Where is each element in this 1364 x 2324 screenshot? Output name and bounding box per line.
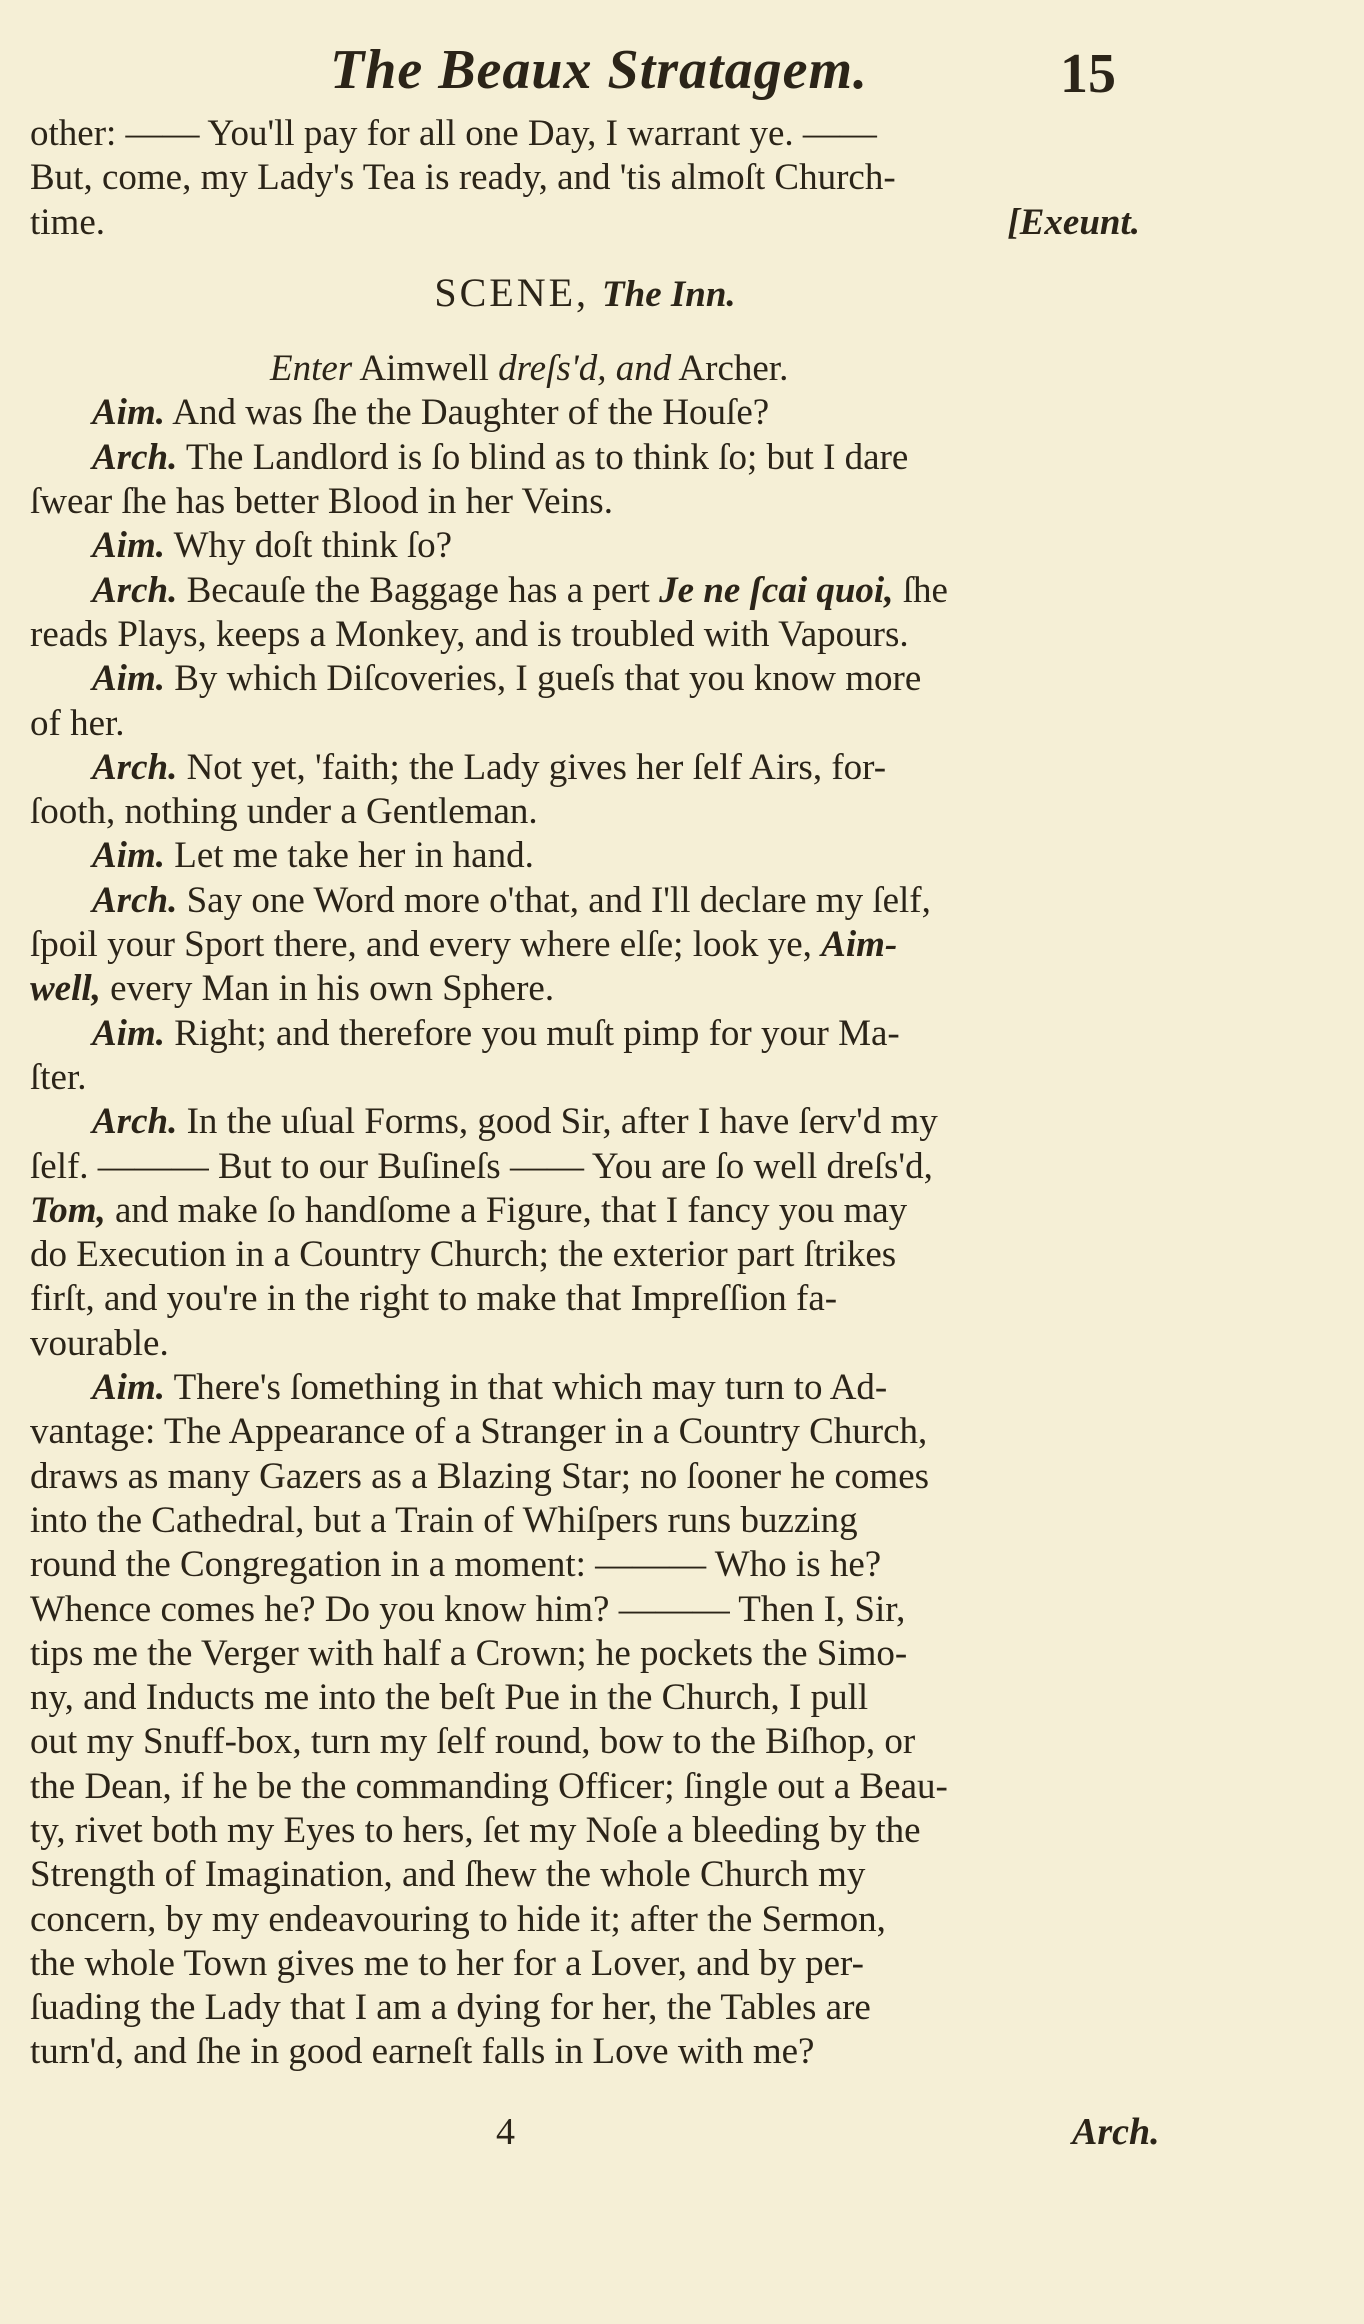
text-line: round the Congregation in a moment: ——— Who is he? bbox=[30, 1544, 882, 1586]
line-text: And was ſhe the Daughter of the Houſe? bbox=[172, 392, 770, 434]
text-line: Whence comes he? Do you know him? ——— Then I, Sir, bbox=[30, 1588, 906, 1630]
sd-aimwell: Aimwell bbox=[359, 348, 489, 390]
speech-line bbox=[30, 746, 1140, 790]
text-line: reads Plays, keeps a Monkey, and is troubled with Vapours. bbox=[30, 613, 909, 655]
text-line: draws as many Gazers as a Blazing Star; no ſooner he comes bbox=[30, 1455, 930, 1497]
line-text: time. bbox=[30, 201, 106, 243]
speaker: Aim. bbox=[92, 658, 165, 700]
text-line: ſuading the Lady that I am a dying for her, the Tables are bbox=[30, 1987, 871, 2029]
scene-label: SCENE, bbox=[434, 269, 590, 315]
speech-line bbox=[30, 569, 1140, 613]
speech-line bbox=[30, 834, 1140, 878]
speech-line bbox=[30, 391, 1140, 435]
text-line: firſt, and you're in the right to make that Impreſſion fa- bbox=[30, 1278, 838, 1320]
text-line bbox=[30, 967, 1140, 1011]
speech-line bbox=[30, 524, 1140, 568]
italic-name: well, bbox=[30, 968, 101, 1010]
text-line: ſter. bbox=[30, 1056, 87, 1098]
line-text: Not yet, 'faith; the Lady gives her ſelf Airs, for- bbox=[186, 746, 887, 788]
line-text: Right; and therefore you muſt pimp for your Ma- bbox=[174, 1012, 900, 1054]
body-text bbox=[30, 112, 1140, 2075]
stage-direction-exeunt: [Exeunt. bbox=[1007, 201, 1140, 243]
text-line: vourable. bbox=[30, 1322, 169, 1364]
italic-name: Tom, bbox=[30, 1189, 106, 1231]
text-line: But, come, my Lady's Tea is ready, and 'tis almoſt Church- bbox=[30, 157, 896, 199]
text-line: vantage: The Appearance of a Stranger in a Country Church, bbox=[30, 1411, 928, 1453]
text-line: tips me the Verger with half a Crown; he pockets the Simo- bbox=[30, 1632, 908, 1674]
text-line: the Dean, if he be the commanding Officer; ſingle out a Beau- bbox=[30, 1765, 948, 1807]
speech-line bbox=[30, 1366, 1140, 1410]
text-line: do Execution in a Country Church; the exterior part ſtrikes bbox=[30, 1234, 897, 1276]
italic-phrase: Je ne ſcai quoi, bbox=[659, 569, 894, 611]
signature-mark: 4 bbox=[496, 2111, 515, 2153]
sd-dressed: dreſs'd, and bbox=[498, 348, 672, 390]
text-line bbox=[30, 923, 1140, 967]
text-line: turn'd, and ſhe in good earneſt falls in Love with me? bbox=[30, 2031, 815, 2073]
speech-line bbox=[30, 657, 1140, 701]
line-text: ſhe bbox=[902, 569, 948, 611]
text-line: other: —— You'll pay for all one Day, I warrant ye. —— bbox=[30, 113, 877, 154]
speaker: Aim. bbox=[92, 525, 165, 567]
text-line: out my Snuff-box, turn my ſelf round, bow to the Biſhop, or bbox=[30, 1721, 916, 1763]
text-line bbox=[30, 201, 1140, 245]
speaker: Arch. bbox=[92, 1101, 178, 1143]
page-header bbox=[0, 28, 1364, 108]
line-text: In the uſual Forms, good Sir, after I have ſerv'd my bbox=[186, 1101, 938, 1143]
text-line: ſelf. ——— But to our Buſineſs —— You are ſo well dreſs'd, bbox=[30, 1145, 933, 1187]
text-line: Strength of Imagination, and ſhew the whole Church my bbox=[30, 1854, 866, 1896]
text-line: ty, rivet both my Eyes to hers, ſet my Noſe a bleeding by the bbox=[30, 1809, 921, 1851]
speech-line bbox=[30, 436, 1140, 480]
line-text: Becauſe the Baggage has a pert bbox=[186, 569, 650, 611]
text-line: ſooth, nothing under a Gentleman. bbox=[30, 791, 538, 833]
sd-archer: Archer. bbox=[678, 348, 789, 390]
line-text: The Landlord is ſo blind as to think ſo; but I dare bbox=[185, 436, 909, 478]
line-text: every Man in his own Sphere. bbox=[110, 968, 555, 1010]
speaker: Arch. bbox=[92, 569, 178, 611]
page-footer bbox=[0, 2110, 1364, 2170]
line-text: By which Diſcoveries, I gueſs that you know more bbox=[174, 658, 922, 700]
line-text: Say one Word more o'that, and I'll declare my ſelf, bbox=[186, 879, 931, 921]
line-text: and make ſo handſome a Figure, that I fancy you may bbox=[114, 1189, 908, 1231]
speaker: Arch. bbox=[92, 746, 178, 788]
speech-line bbox=[30, 1012, 1140, 1056]
speaker: Aim. bbox=[92, 392, 165, 434]
text-line: of her. bbox=[30, 702, 125, 744]
stage-direction-enter bbox=[30, 347, 1140, 391]
text-line bbox=[30, 1189, 1140, 1233]
speaker: Aim. bbox=[92, 1012, 165, 1054]
text-line: into the Cathedral, but a Train of Whiſpers runs buzzing bbox=[30, 1499, 858, 1541]
line-text: Let me take her in hand. bbox=[174, 835, 534, 877]
speech-line bbox=[30, 1100, 1140, 1144]
speaker: Arch. bbox=[92, 436, 178, 478]
speaker: Aim. bbox=[92, 835, 165, 877]
line-text: Why doſt think ſo? bbox=[173, 525, 453, 567]
text-line: the whole Town gives me to her for a Lover, and by per- bbox=[30, 1942, 864, 1984]
line-text: There's ſomething in that which may turn to Ad- bbox=[173, 1367, 888, 1409]
speaker: Arch. bbox=[92, 879, 178, 921]
text-line: ſwear ſhe has better Blood in her Veins. bbox=[30, 481, 613, 523]
running-title: The Beaux Stratagem. bbox=[330, 39, 869, 101]
sd-enter: Enter bbox=[270, 348, 353, 390]
italic-name: Aim- bbox=[821, 924, 898, 966]
line-text: ſpoil your Sport there, and every where elſe; look ye, bbox=[30, 924, 812, 966]
scene-place: The Inn. bbox=[602, 273, 736, 315]
scene-heading bbox=[30, 271, 1140, 317]
catchword: Arch. bbox=[1072, 2111, 1160, 2153]
speech-line bbox=[30, 879, 1140, 923]
text-line: ny, and Inducts me into the beſt Pue in the Church, I pull bbox=[30, 1677, 869, 1719]
text-line: concern, by my endeavouring to hide it; after the Sermon, bbox=[30, 1898, 886, 1940]
speaker: Aim. bbox=[92, 1367, 165, 1409]
page-number: 15 bbox=[1060, 43, 1116, 105]
